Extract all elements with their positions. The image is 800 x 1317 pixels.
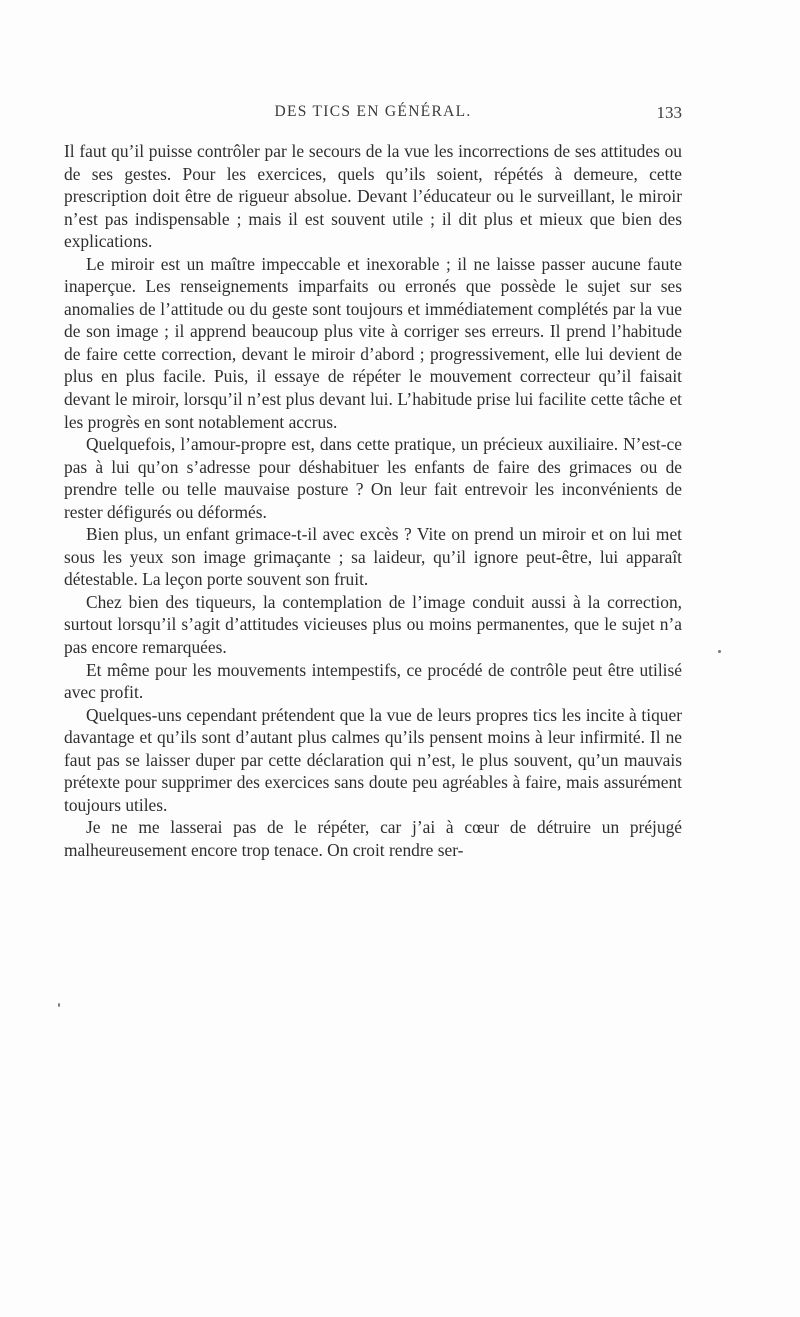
paragraph: Bien plus, un enfant grimace-t-il avec excès ? Vite on prend un miroir et on lui met sous les yeux son image grimaçante ; sa laideur, qu’il ignore peut-être, lui apparaît détestable. La leçon porte souvent son fruit. [64, 524, 682, 590]
body-text [64, 140, 682, 862]
paragraph: Quelques-uns cependant prétendent que la vue de leurs propres tics les incite à tiquer davantage et qu’ils sont d’autant plus calmes qu’ils pensent moins à leur infirmité. Il ne faut pas se laisser duper par cette déclaration qui n’est, le plus souvent, qu’un mauvais prétexte pour supprimer des exercices sans doute peu agréables à faire, mais assurément toujours utiles. [64, 704, 682, 815]
paragraph: Le miroir est un maître impeccable et inexorable ; il ne laisse passer aucune faute inaperçue. Les renseignements imparfaits ou erronés que possède le sujet sur ses anomalies de l’attitude ou du geste sont toujours et immédiatement complétés par la vue de son image ; il apprend beaucoup plus vite à corriger ses erreurs. Il prend l’habitude de faire cette correction, devant le miroir d’abord ; progressivement, elle lui devient de plus en plus facile. Puis, il essaye de répéter le mouvement correcteur qu’il faisait devant le miroir, lorsqu’il n’est plus devant lui. L’habitude prise lui facilite cette tâche et les progrès en sont notablement accrus. [64, 253, 682, 432]
paragraph: Chez bien des tiqueurs, la contemplation de l’image conduit aussi à la correction, surtout lorsqu’il s’agit d’attitudes vicieuses plus ou moins permanentes, que le sujet n’a pas encore remarquées. [64, 591, 682, 658]
running-title: DES TICS EN GÉNÉRAL. [274, 103, 472, 120]
paragraph: Et même pour les mouvements intempestifs, ce procédé de contrôle peut être utilisé avec profit. [64, 659, 682, 703]
paragraph: Quelquefois, l’amour-propre est, dans cette pratique, un précieux auxiliaire. N’est-ce pas à lui qu’on s’adresse pour déshabituer les enfants de faire des grimaces ou de prendre telle ou telle mauvaise posture ? On leur fait entrevoir les inconvénients de rester défigurés ou déformés. [64, 434, 682, 522]
paper-speck [58, 1003, 60, 1007]
paragraph: Il faut qu’il puisse contrôler par le secours de la vue les incorrections de ses attitudes ou de ses gestes. Pour les exercices, quels qu’ils soient, répétés à demeure, cette prescription doit être de rigueur absolue. Devant l’éducateur ou le surveillant, le miroir n’est pas indispensable ; mais il est souvent utile ; il dit plus et mieux que bien des explications. [64, 141, 682, 252]
page-number: 133 [656, 103, 682, 122]
paragraph: Je ne me lasserai pas de le répéter, car j’ai à cœur de détruire un préjugé malheureusement encore trop tenace. On croit rendre ser- [64, 817, 682, 860]
running-head [64, 103, 682, 127]
paper-speck [718, 650, 721, 653]
